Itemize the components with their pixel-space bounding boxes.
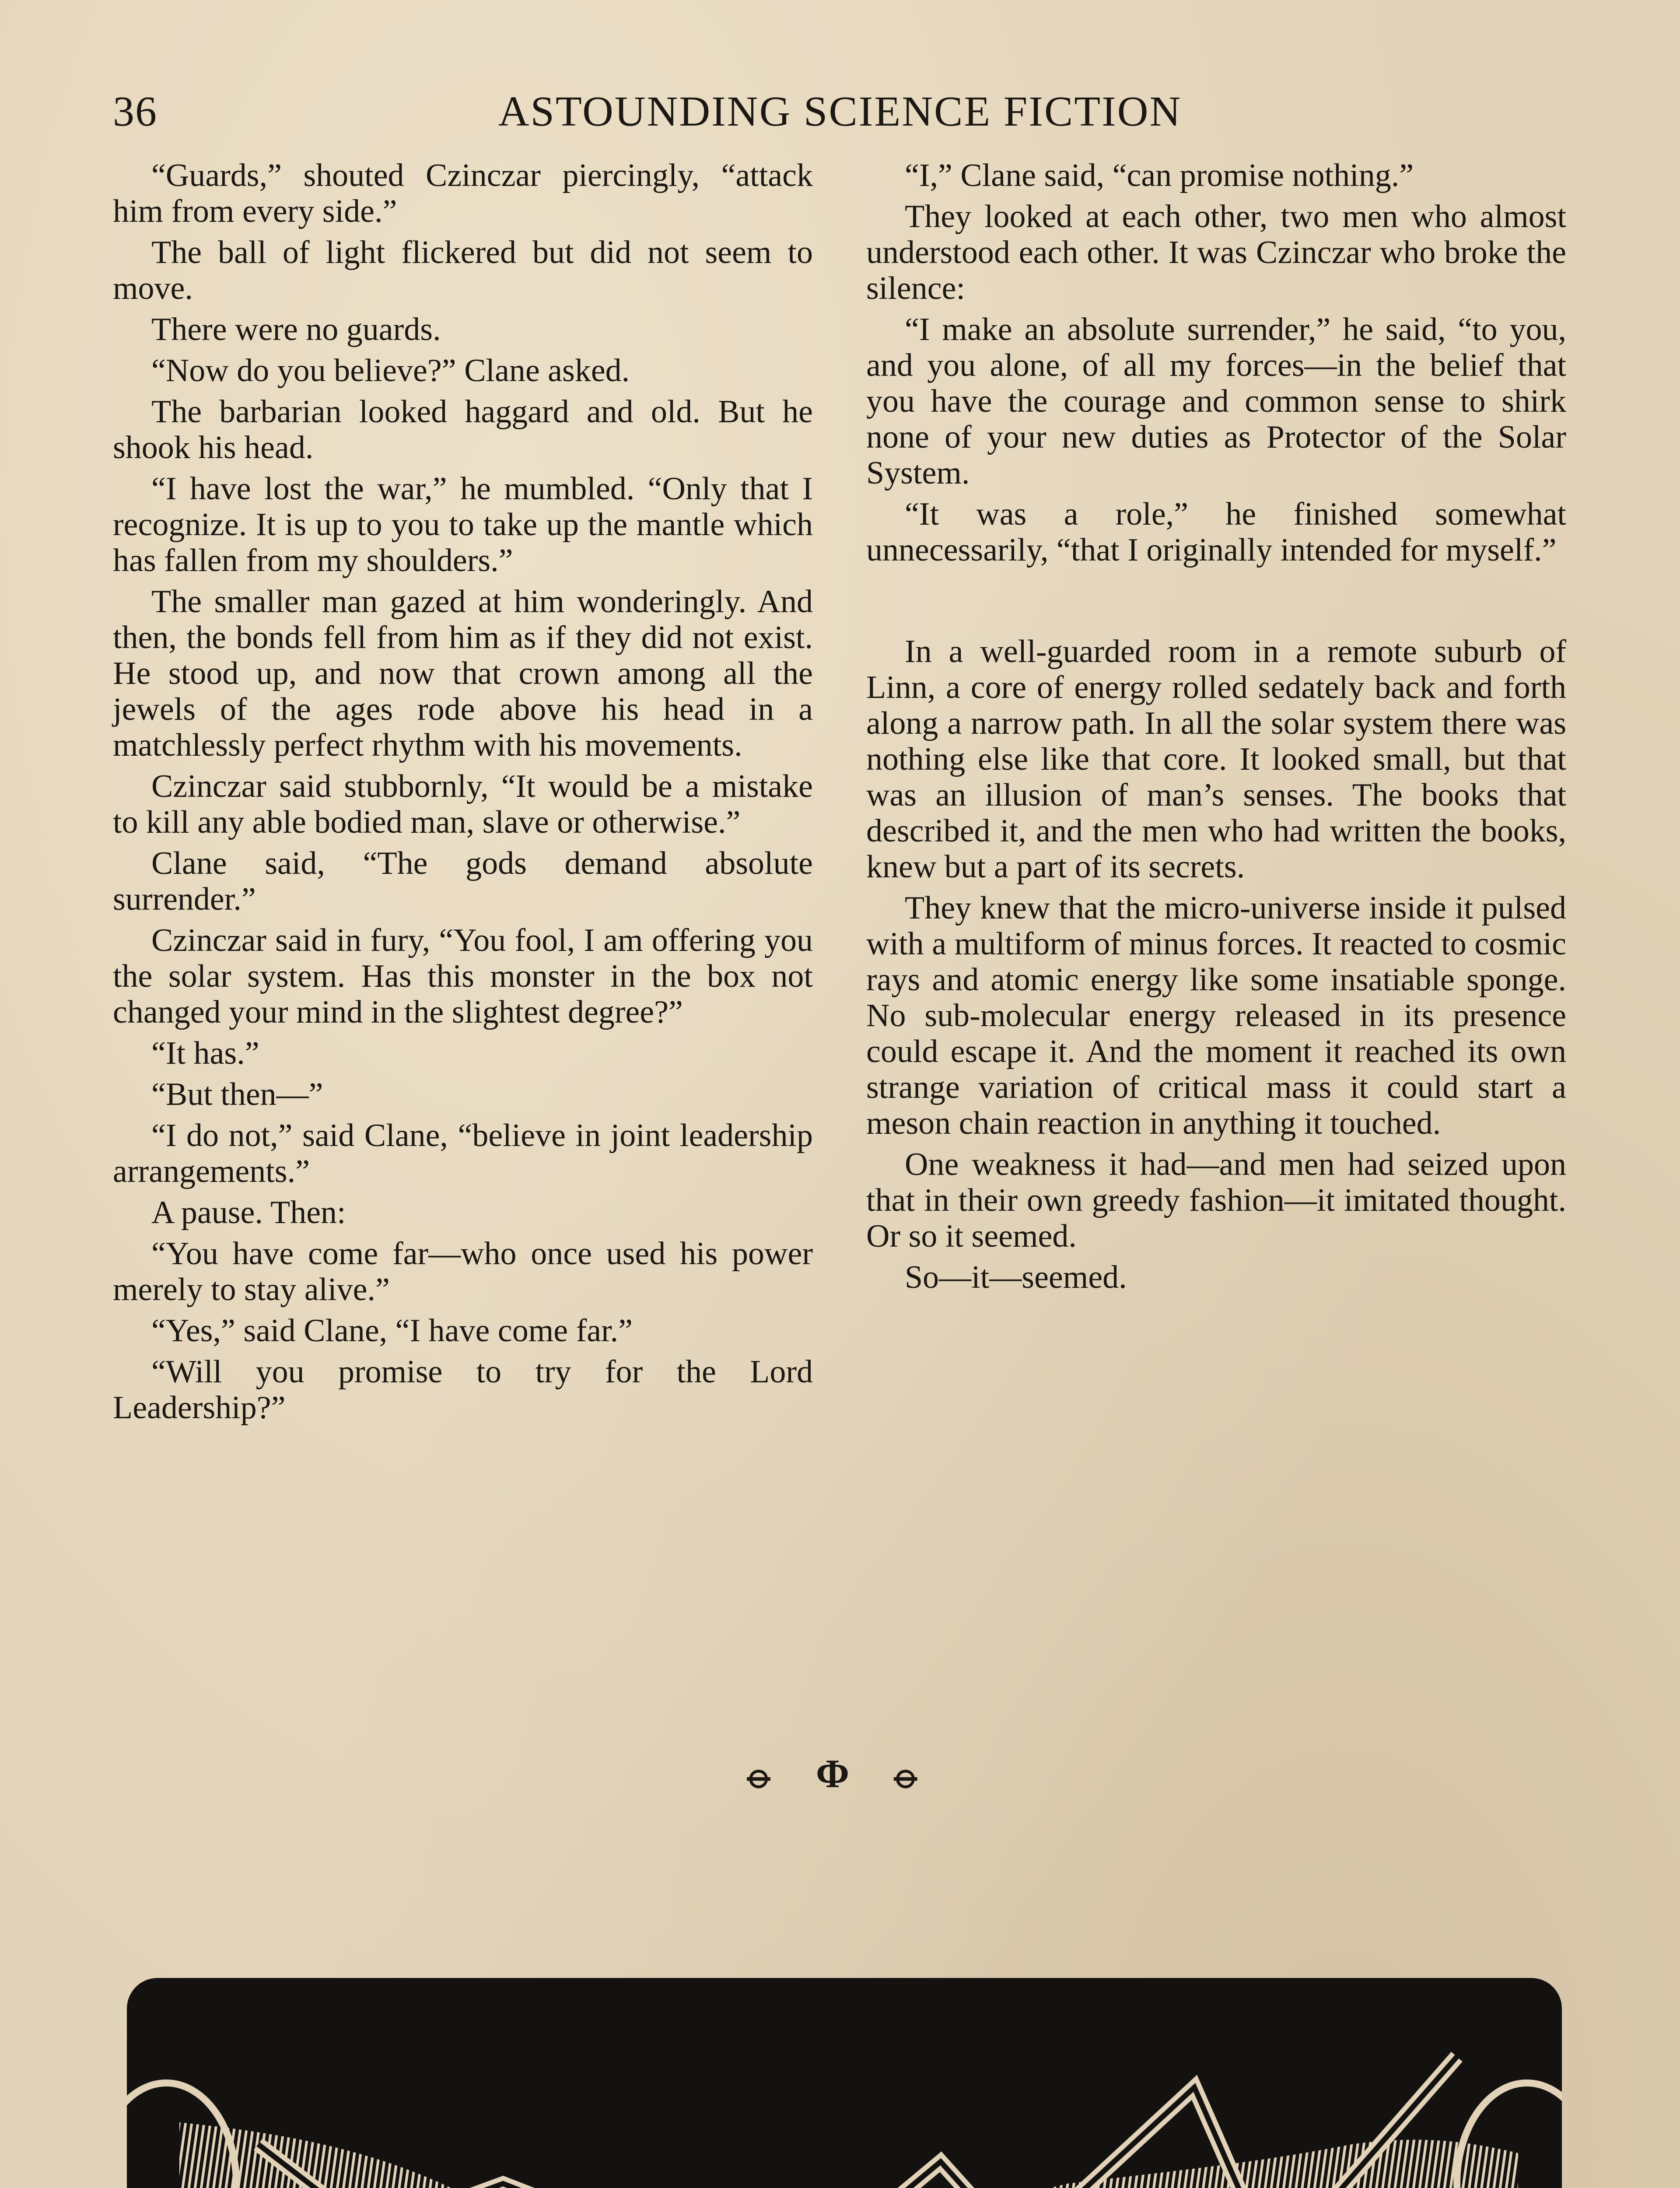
paragraph: The ball of light flickered but did not seem to move. <box>113 235 813 306</box>
section-ornament: ⦵ Φ ⦵ <box>742 1751 938 1796</box>
paragraph: “I make an absolute surrender,” he said, “to you, and you alone, of all my forces—in the belief that you have the courage and common sense to shirk none of your new duties as Protector of the Solar System. <box>866 312 1566 491</box>
paragraph: “But then—” <box>151 1076 323 1112</box>
paragraph: Czinczar said in fury, “You fool, I am offering you the solar system. Has this monster in the box not changed your mind in the slightest degree?” <box>113 922 813 1030</box>
paragraph: “I,” Clane said, “can promise nothing.” <box>905 158 1414 193</box>
paragraph: They looked at each other, two men who almost understood each other. It was Czinczar who broke the silence: <box>866 199 1566 306</box>
right-column <box>866 158 1566 1301</box>
paragraph: Czinczar said stubbornly, “It would be a mistake to kill any able bodied man, slave or otherwise.” <box>113 768 813 840</box>
page-number: 36 <box>113 88 158 135</box>
paragraph: “Now do you believe?” Clane asked. <box>151 353 630 389</box>
paragraph: “Guards,” shouted Czinczar piercingly, “attack him from every side.” <box>113 158 813 229</box>
paragraph: Clane said, “The gods demand absolute surrender.” <box>113 845 813 917</box>
paragraph: The smaller man gazed at him wonderingly. And then, the bonds fell from him as if they did not exist. He stood up, and now that crown among all the jewels of the ages rode above his head in a matchlessly perfect rhythm with his movements. <box>113 584 813 763</box>
left-column <box>113 158 813 1431</box>
paragraph: There were no guards. <box>151 312 441 347</box>
paragraph: “It has.” <box>151 1035 259 1071</box>
paragraph: They knew that the micro-universe inside it pulsed with a multiform of minus forces. It reacted to cosmic rays and atomic energy like some insatiable sponge. No sub-molecular energy released in its presence could escape it. And the moment it reached its own strange variation of critical mass it could start a meson chain reaction in anything it touched. <box>866 890 1566 1141</box>
paragraph: “You have come far—who once used his power merely to stay alive.” <box>113 1236 813 1308</box>
paragraph: “It was a role,” he finished somewhat unnecessarily, “that I originally intended for myself.” <box>866 496 1566 568</box>
paragraph: So—it—seemed. <box>905 1259 1127 1295</box>
paragraph: In a well-guarded room in a remote suburb of Linn, a core of energy rolled sedately back and forth along a narrow path. In all the solar system there was nothing else like that core. It looked small, but that was an illusion of man’s senses. The books that described it, and the men who had written the books, knew but a part of its secrets. <box>866 634 1566 885</box>
paragraph: “Yes,” said Clane, “I have come far.” <box>151 1313 633 1349</box>
paragraph: A pause. Then: <box>151 1195 346 1231</box>
running-head: ASTOUNDING SCIENCE FICTION <box>498 88 1182 135</box>
paragraph: “Will you promise to try for the Lord Leadership?” <box>113 1354 813 1426</box>
paragraph: “I have lost the war,” he mumbled. “Only that I recognize. It is up to you to take up the mantle which has fallen from my shoulders.” <box>113 471 813 579</box>
paragraph: The barbarian looked haggard and old. But he shook his head. <box>113 394 813 466</box>
page-header <box>0 83 1680 140</box>
energy-bolt-illustration <box>127 1978 1562 2188</box>
paragraph: One weakness it had—and men had seized upon that in their own greedy fashion—it imitated thought. Or so it seemed. <box>866 1147 1566 1254</box>
paragraph: “I do not,” said Clane, “believe in joint leadership arrangements.” <box>113 1118 813 1189</box>
